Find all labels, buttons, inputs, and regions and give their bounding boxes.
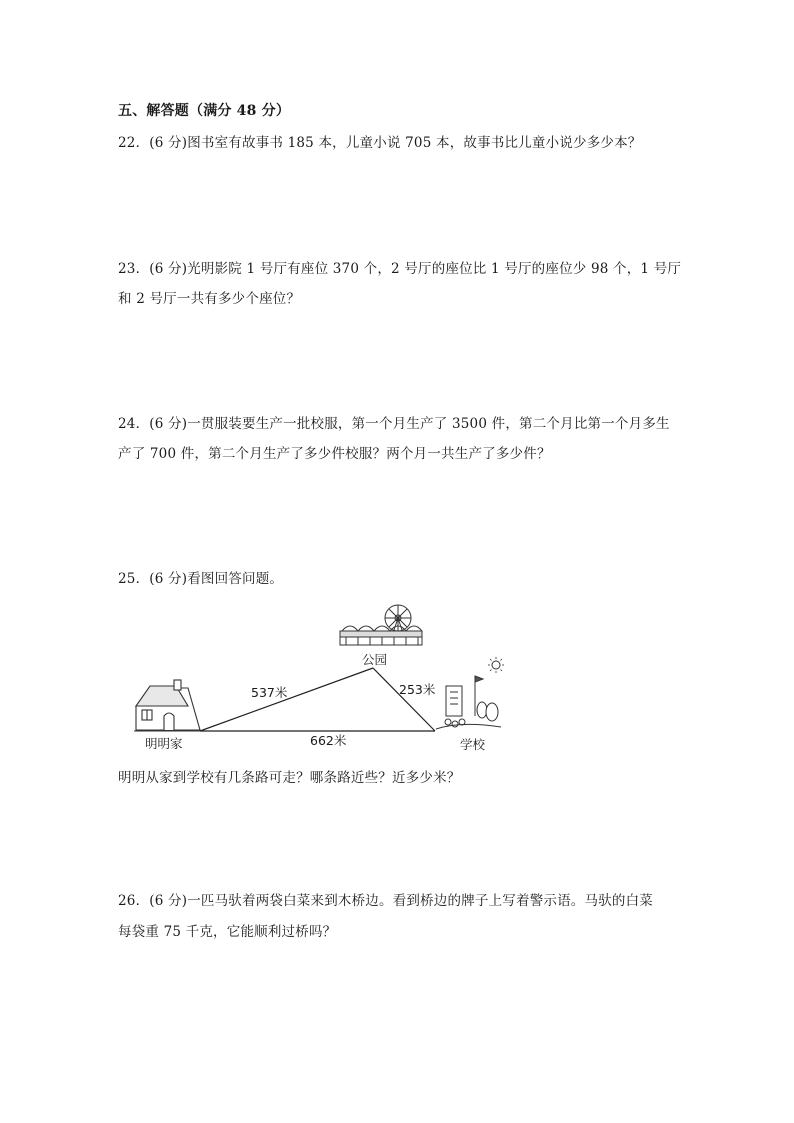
question-26-line-2: 每袋重 75 千克，它能顺利过桥吗？ bbox=[118, 924, 337, 940]
question-23-line-1: 23．(6 分)光明影院 1 号厅有座位 370 个，2 号厅的座位比 1 号厅的座位少 98 个，1 号厅 bbox=[118, 261, 682, 277]
house-icon bbox=[134, 680, 200, 731]
distance-home-park: 537米 bbox=[251, 685, 288, 700]
school-icon bbox=[436, 657, 504, 729]
distance-home-school: 662米 bbox=[310, 733, 347, 748]
park-label: 公园 bbox=[362, 652, 388, 667]
question-22: 22．(6 分)图书室有故事书 185 本，儿童小说 705 本，故事书比儿童小说少多少本？ bbox=[118, 135, 642, 151]
distance-park-school: 253米 bbox=[399, 682, 436, 697]
home-label: 明明家 bbox=[145, 736, 183, 751]
question-23-line-2: 和 2 号厅一共有多少个座位？ bbox=[118, 291, 301, 307]
school-label: 学校 bbox=[460, 737, 486, 752]
route-park-school bbox=[373, 668, 435, 731]
section-title: 五、解答题（满分 48 分） bbox=[118, 103, 291, 119]
route-diagram bbox=[130, 598, 550, 748]
park-icon bbox=[340, 605, 422, 645]
question-25-prompt: 明明从家到学校有几条路可走？哪条路近些？近多少米？ bbox=[118, 770, 461, 786]
question-26-line-1: 26．(6 分)一匹马驮着两袋白菜来到木桥边。看到桥边的牌子上写着警示语。马驮的白菜 bbox=[118, 893, 653, 909]
question-24-line-2: 产了 700 件，第二个月生产了多少件校服？两个月一共生产了多少件？ bbox=[118, 446, 551, 462]
question-25: 25．(6 分)看图回答问题。 bbox=[118, 571, 284, 587]
question-24-line-1: 24．(6 分)一贯服装要生产一批校服，第一个月生产了 3500 件，第二个月比第一个月多生 bbox=[118, 416, 670, 432]
